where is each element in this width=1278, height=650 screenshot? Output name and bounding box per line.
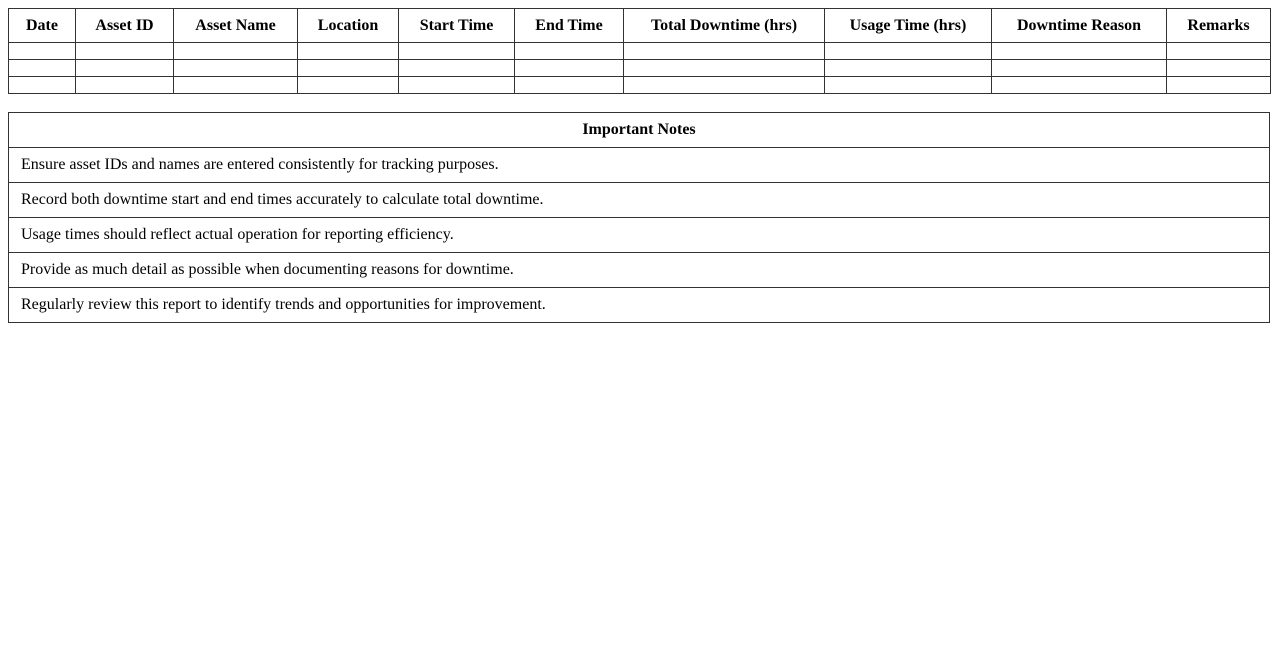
column-header-asset-name: Asset Name [174,9,298,43]
table-cell-asset-id[interactable] [76,77,174,94]
downtime-log-table [8,8,1271,94]
column-header-date: Date [9,9,76,43]
table-cell-downtime-reason[interactable] [992,77,1167,94]
column-header-location: Location [298,9,399,43]
column-header-end-time: End Time [515,9,624,43]
table-cell-date[interactable] [9,60,76,77]
table-row [9,43,1271,60]
table-cell-total-downtime[interactable] [624,77,825,94]
column-header-asset-id: Asset ID [76,9,174,43]
important-notes-table [8,112,1270,323]
table-cell-location[interactable] [298,43,399,60]
table-cell-asset-name[interactable] [174,43,298,60]
note-row [9,183,1270,218]
table-cell-end-time[interactable] [515,77,624,94]
table-cell-asset-id[interactable] [76,43,174,60]
table-cell-total-downtime[interactable] [624,60,825,77]
note-row [9,218,1270,253]
table-cell-end-time[interactable] [515,60,624,77]
table-cell-usage-time[interactable] [825,77,992,94]
table-cell-location[interactable] [298,60,399,77]
table-cell-start-time[interactable] [399,60,515,77]
report-page [8,8,1270,323]
column-header-downtime-reason: Downtime Reason [992,9,1167,43]
notes-header-row [9,113,1270,148]
table-row [9,60,1271,77]
table-cell-asset-name[interactable] [174,60,298,77]
table-cell-usage-time[interactable] [825,60,992,77]
notes-title: Important Notes [9,113,1270,148]
table-cell-usage-time[interactable] [825,43,992,60]
table-cell-date[interactable] [9,77,76,94]
note-item: Regularly review this report to identify trends and opportunities for improvement. [9,288,1270,323]
column-header-remarks: Remarks [1167,9,1271,43]
table-cell-downtime-reason[interactable] [992,60,1167,77]
column-header-start-time: Start Time [399,9,515,43]
note-item: Usage times should reflect actual operation for reporting efficiency. [9,218,1270,253]
note-row [9,148,1270,183]
table-cell-total-downtime[interactable] [624,43,825,60]
table-row [9,77,1271,94]
note-item: Ensure asset IDs and names are entered consistently for tracking purposes. [9,148,1270,183]
table-cell-location[interactable] [298,77,399,94]
column-header-total-downtime: Total Downtime (hrs) [624,9,825,43]
note-item: Provide as much detail as possible when documenting reasons for downtime. [9,253,1270,288]
table-cell-remarks[interactable] [1167,60,1271,77]
note-row [9,253,1270,288]
table-cell-start-time[interactable] [399,77,515,94]
table-cell-asset-name[interactable] [174,77,298,94]
table-cell-downtime-reason[interactable] [992,43,1167,60]
table-cell-end-time[interactable] [515,43,624,60]
note-item: Record both downtime start and end times accurately to calculate total downtime. [9,183,1270,218]
table-cell-start-time[interactable] [399,43,515,60]
table-cell-asset-id[interactable] [76,60,174,77]
table-cell-remarks[interactable] [1167,77,1271,94]
table-cell-remarks[interactable] [1167,43,1271,60]
table-header-row [9,9,1271,43]
table-cell-date[interactable] [9,43,76,60]
note-row [9,288,1270,323]
column-header-usage-time: Usage Time (hrs) [825,9,992,43]
